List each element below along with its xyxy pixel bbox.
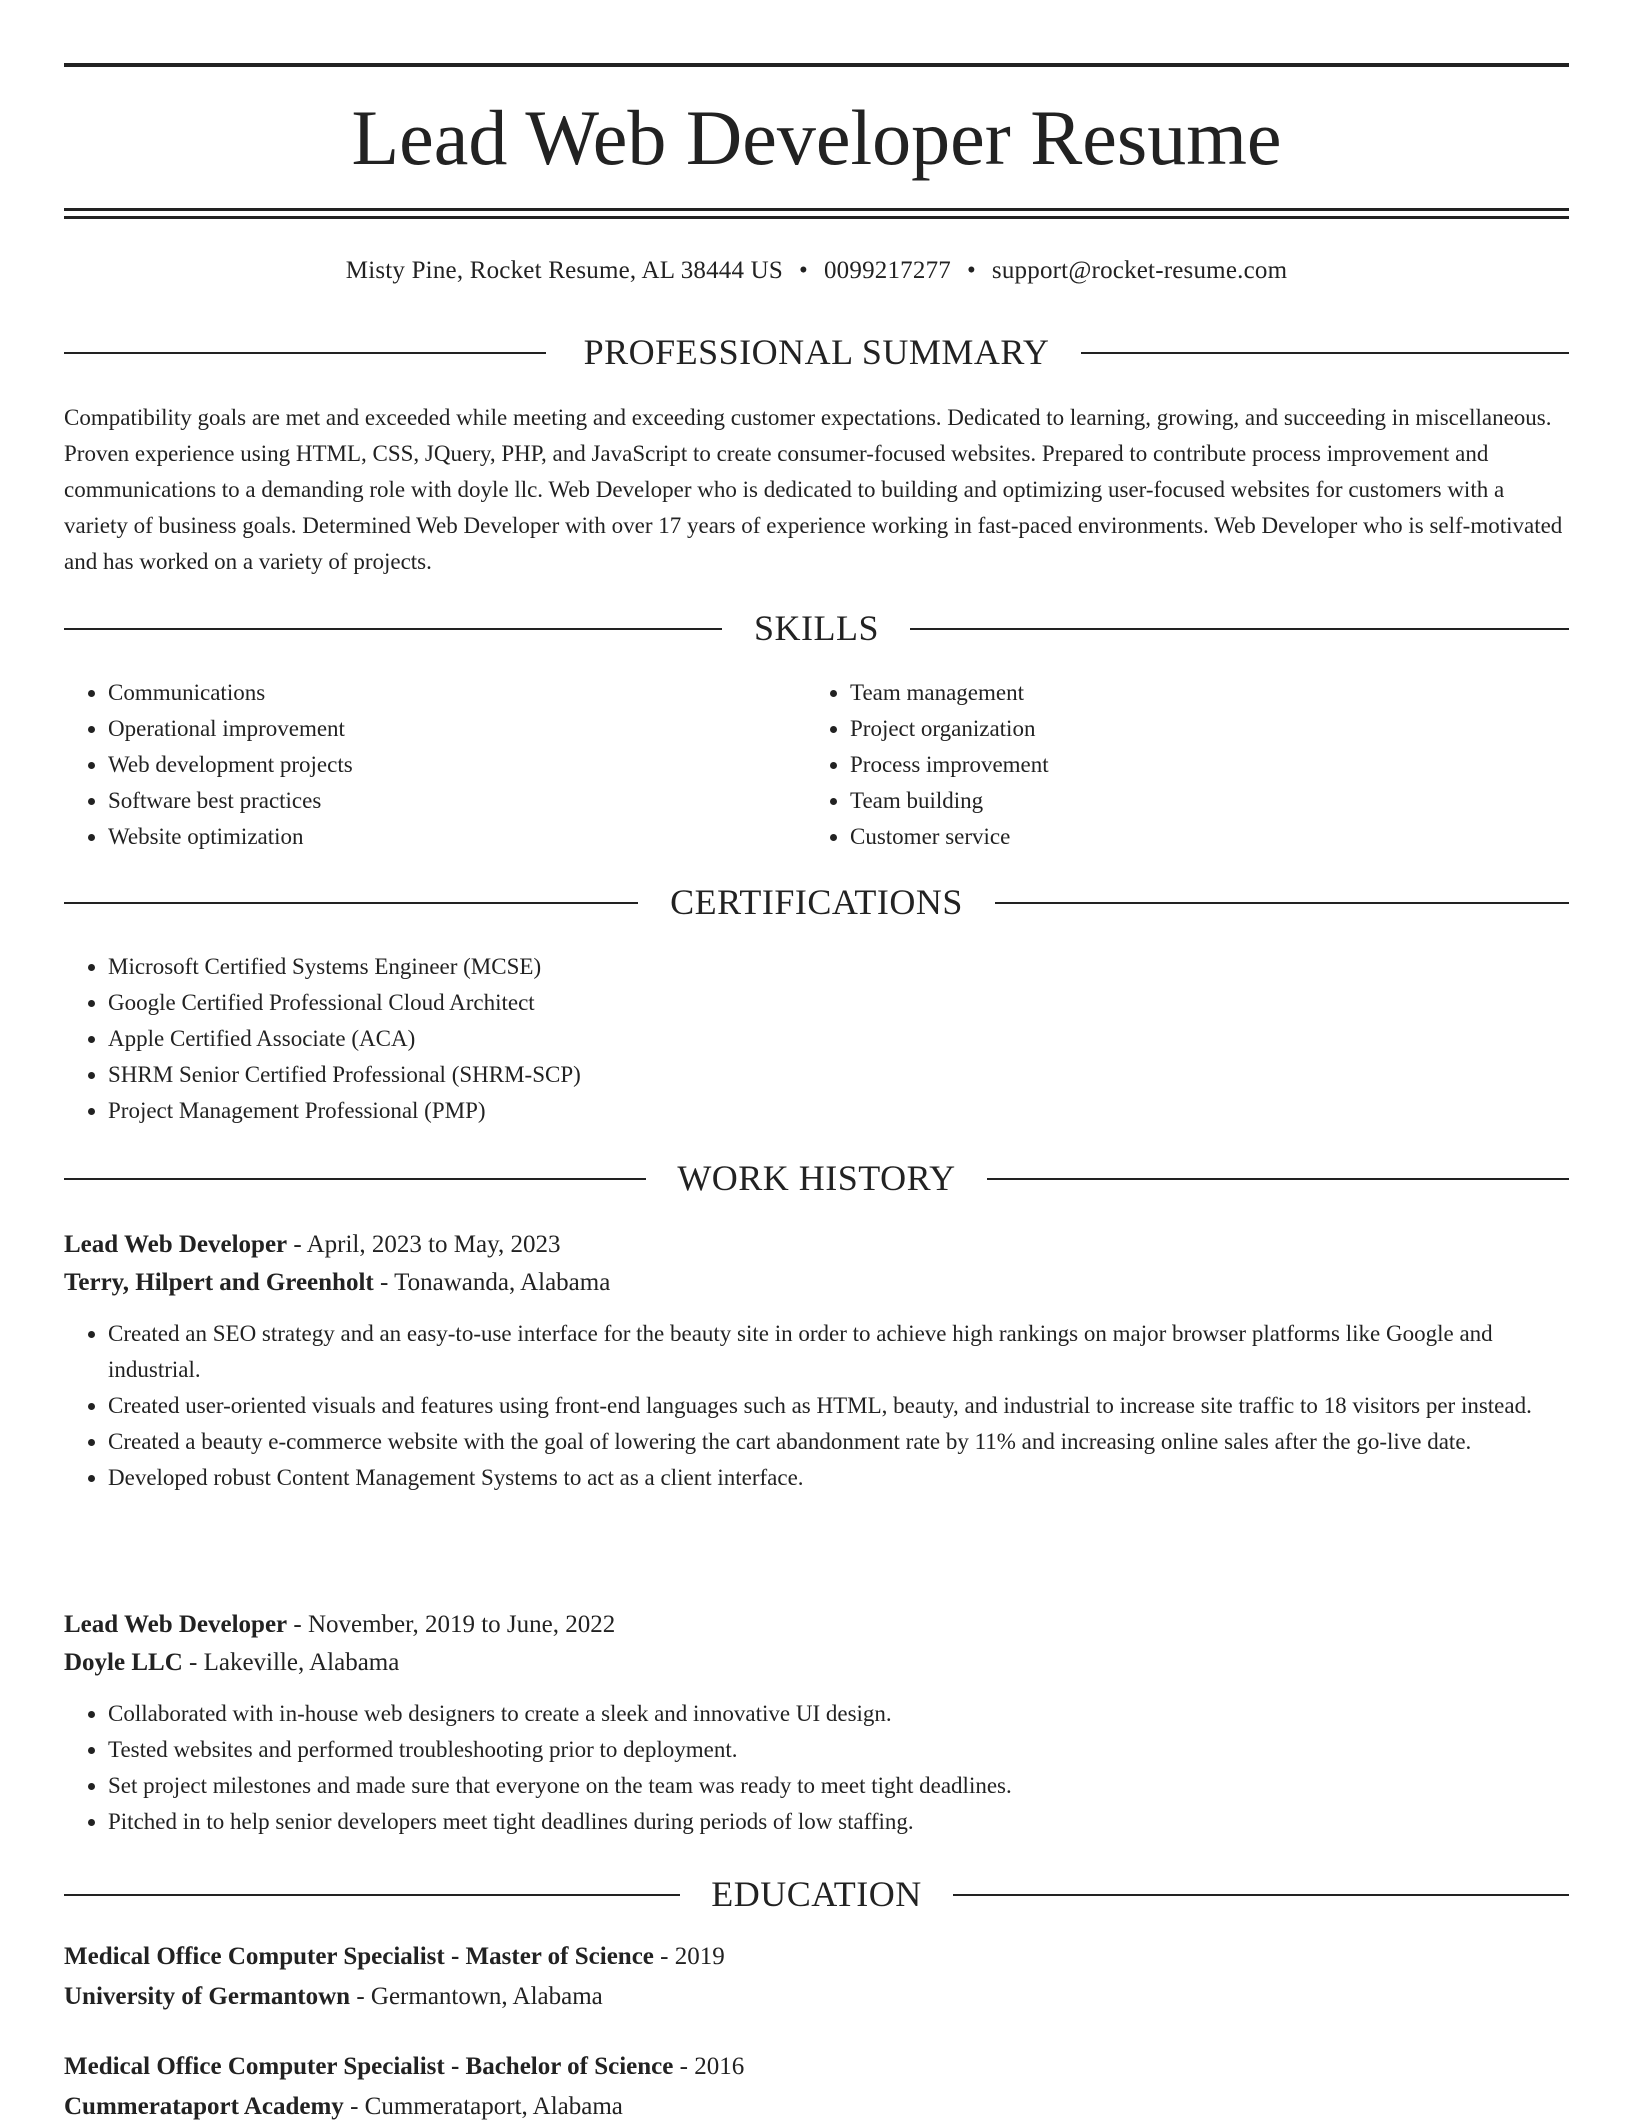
section-heading-work-history	[64, 1158, 1569, 1198]
job-dates: - April, 2023 to May, 2023	[287, 1231, 561, 1258]
job-title-line	[64, 1606, 1569, 1644]
education-school-line	[64, 2087, 1569, 2127]
skill-item: • Team management	[850, 675, 1546, 711]
skill-item: • Customer service	[850, 819, 1546, 855]
section-heading-summary	[64, 332, 1569, 372]
job-entry	[64, 1606, 1569, 1840]
job-title: Lead Web Developer	[64, 1231, 288, 1258]
job-title: Lead Web Developer	[64, 1611, 288, 1638]
skill-item: • Team building	[850, 783, 1546, 819]
job-bullets	[64, 1696, 1569, 1840]
skill-item: • Process improvement	[850, 747, 1546, 783]
job-company: Doyle LLC	[64, 1649, 183, 1676]
skill-item: • Software best practices	[108, 783, 804, 819]
section-title: EDUCATION	[711, 1874, 922, 1914]
skill-item: • Web development projects	[108, 747, 804, 783]
job-company: Terry, Hilpert and Greenholt	[64, 1269, 374, 1296]
education-school: Cummerataport Academy	[64, 2093, 344, 2120]
section-title: SKILLS	[753, 608, 879, 648]
job-location: - Lakeville, Alabama	[182, 1649, 400, 1676]
job-bullet: • Collaborated with in-house web designers to create a sleek and innovative UI design.	[108, 1696, 1569, 1732]
job-title-line	[64, 1226, 1569, 1264]
education-location: - Cummerataport, Alabama	[343, 2093, 623, 2120]
job-bullets	[64, 1316, 1569, 1496]
certification-item: • Microsoft Certified Systems Engineer (MCSE)	[108, 949, 1569, 985]
section-title: WORK HISTORY	[677, 1158, 956, 1198]
skill-item: • Operational improvement	[108, 711, 804, 747]
certifications-list	[64, 949, 1569, 1129]
education-degree-line	[64, 1937, 1569, 1977]
skills-right-column	[806, 675, 1546, 855]
education-year: - 2019	[653, 1943, 725, 1970]
contact-separator: •	[966, 257, 976, 284]
education-degree-line	[64, 2047, 1569, 2087]
education-degree: Medical Office Computer Specialist - Bachelor of Science	[64, 2053, 674, 2080]
contact-phone: 0099217277	[823, 257, 951, 284]
section-title: CERTIFICATIONS	[670, 882, 963, 922]
contact-email: support@rocket-resume.com	[991, 257, 1288, 284]
education-location: - Germantown, Alabama	[350, 1983, 603, 2010]
job-company-line	[64, 1264, 1569, 1302]
job-bullet: • Created a beauty e-commerce website with the goal of lowering the cart abandonment rate by 11% and increasing online sales after the go-live date.	[108, 1424, 1569, 1460]
certification-item: • Apple Certified Associate (ACA)	[108, 1021, 1569, 1057]
job-bullet: • Created an SEO strategy and an easy-to-use interface for the beauty site in order to achieve high rankings on major browser platforms like Google and industrial.	[108, 1316, 1569, 1388]
section-title: PROFESSIONAL SUMMARY	[583, 332, 1050, 372]
job-company-line	[64, 1644, 1569, 1682]
skills-left-column	[64, 675, 804, 855]
section-heading-certifications	[64, 882, 1569, 922]
job-bullet: • Tested websites and performed troubleshooting prior to deployment.	[108, 1732, 1569, 1768]
skill-item: • Website optimization	[108, 819, 804, 855]
education-entry	[64, 2047, 1569, 2127]
section-heading-education	[64, 1874, 1569, 1914]
title-rule-bottom	[64, 216, 1569, 219]
education-school: University of Germantown	[64, 1983, 351, 2010]
top-rule	[64, 63, 1569, 67]
contact-address: Misty Pine, Rocket Resume, AL 38444 US	[345, 257, 784, 284]
title-rule-top	[64, 208, 1569, 211]
education-entry	[64, 1937, 1569, 2017]
summary-text: Compatibility goals are met and exceeded while meeting and exceeding customer expectations. Dedicated to learning, growing, and succeeding in miscellaneous. Proven experience using HTML, CSS, JQuery, PHP, and JavaScript to create consumer-focused websites. Prepared to contribute process improvement and communications to a demanding role with doyle llc. Web Developer who is dedicated to building and optimizing user-focused websites for customers with a variety of business goals. Determined Web Developer with over 17 years of experience working in fast-paced environments. Web Developer who is self-motivated and has worked on a variety of projects.	[64, 405, 1563, 574]
section-heading-skills	[64, 608, 1569, 648]
job-bullet: • Pitched in to help senior developers meet tight deadlines during periods of low staffing.	[108, 1804, 1569, 1840]
education-year: - 2016	[673, 2053, 745, 2080]
contact-separator: •	[799, 257, 808, 284]
skill-item: • Communications	[108, 675, 804, 711]
skill-item: • Project organization	[850, 711, 1546, 747]
certification-item: • Project Management Professional (PMP)	[108, 1093, 1569, 1129]
certification-item: • Google Certified Professional Cloud Architect	[108, 985, 1569, 1021]
page-title: Lead Web Developer Resume	[351, 94, 1282, 181]
job-bullet: • Developed robust Content Management Systems to act as a client interface.	[108, 1460, 1569, 1496]
certification-item: • SHRM Senior Certified Professional (SHRM-SCP)	[108, 1057, 1569, 1093]
job-entry	[64, 1226, 1569, 1496]
education-school-line	[64, 1977, 1569, 2017]
job-bullet: • Created user-oriented visuals and features using front-end languages such as HTML, beauty, and industrial to increase site traffic to 18 visitors per instead.	[108, 1388, 1569, 1424]
job-bullet: • Set project milestones and made sure that everyone on the team was ready to meet tight deadlines.	[108, 1768, 1569, 1804]
job-dates: - November, 2019 to June, 2022	[287, 1611, 616, 1638]
contact-line	[64, 254, 1569, 288]
job-location: - Tonawanda, Alabama	[373, 1269, 611, 1296]
education-degree: Medical Office Computer Specialist - Master of Science	[64, 1943, 654, 1970]
